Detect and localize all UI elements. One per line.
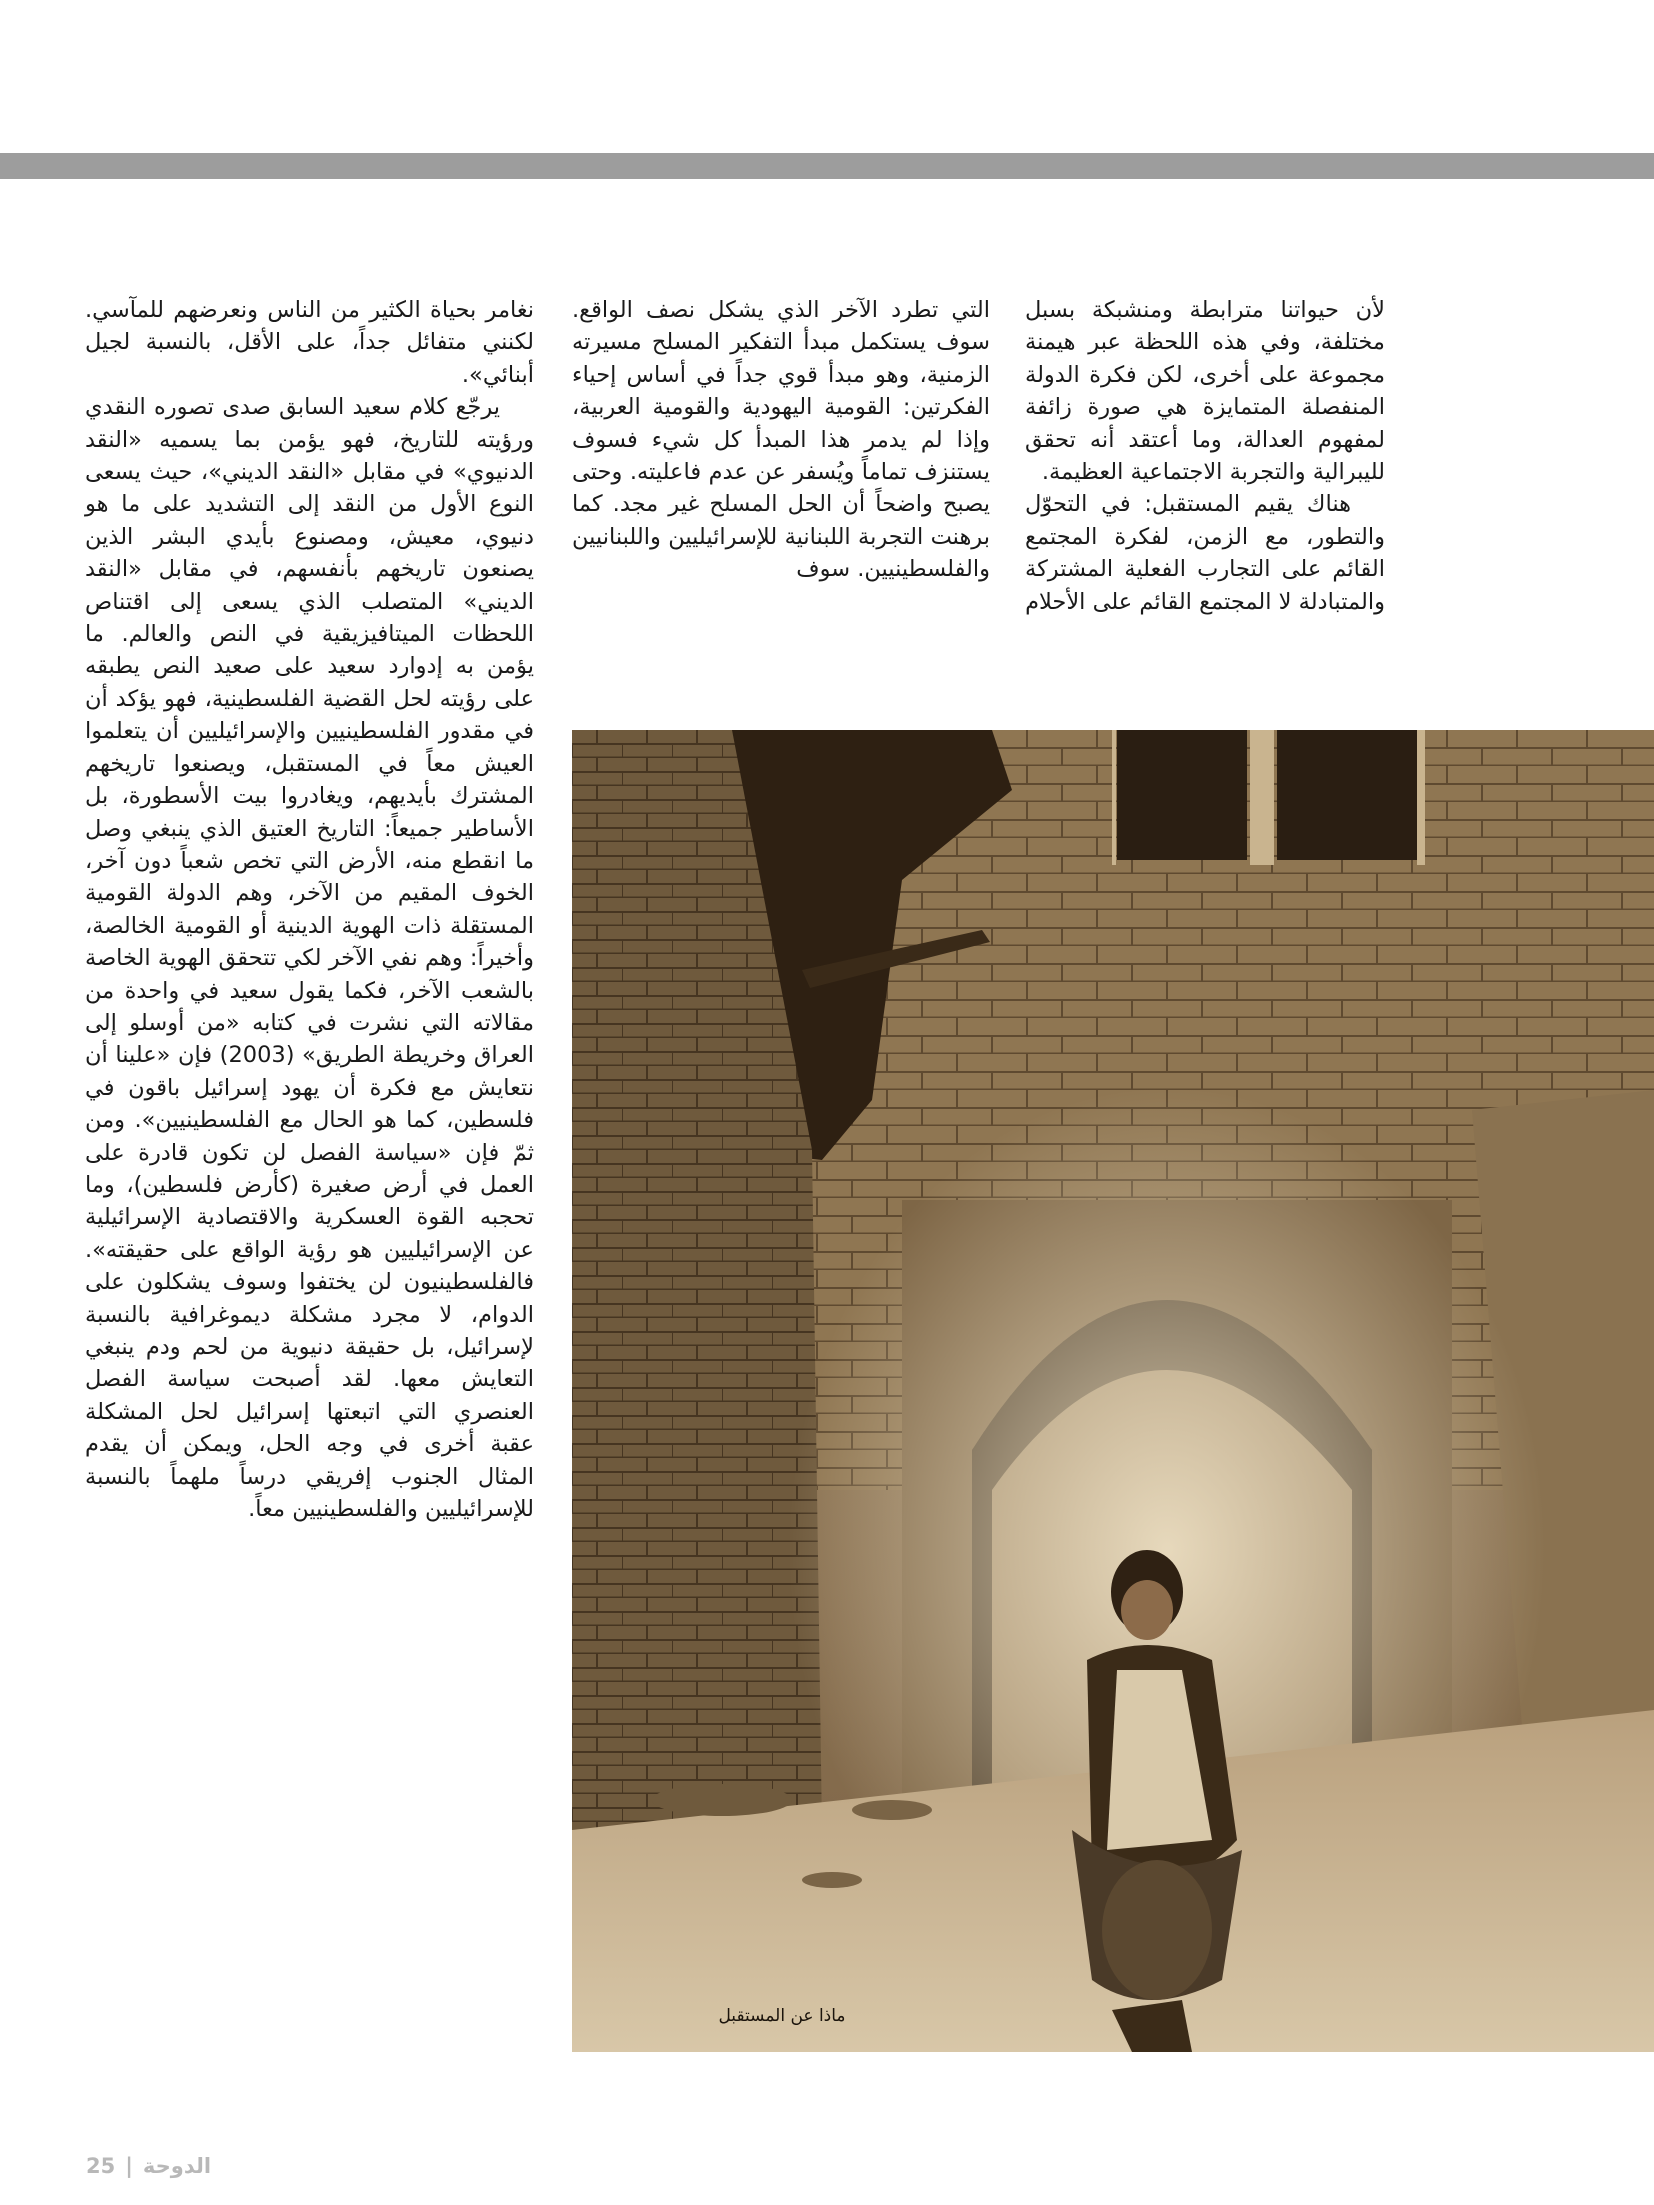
paragraph: يرجّع كلام سعيد السابق صدى تصوره النقدي ورؤيته للتاريخ، فهو يؤمن بما يسميه «النقد الدنيوي» في مقابل «النقد الديني»، حيث يسعى النوع الأول من النقد إلى التشديد على ما هو دنيوي، معيش، ومصنوع بأيدي البشر الذين يصنعون تاريخهم بأنفسهم، في مقابل «النقد الديني» المتصلب الذي يسعى إلى اقتناص اللحظات الميتافيزيقية في النص والعالم. ما يؤمن به إدوارد سعيد على صعيد النص يطبقه على رؤيته لحل القضية الفلسطينية، فهو يؤكد أن في مقدور الفلسطينيين والإسرائيليين أن يتعلموا العيش معاً في المستقبل، ويصنعوا تاريخهم المشترك بأيديهم، ويغادروا بيت الأسطورة، بل الأساطير جميعاً: التاريخ العتيق الذي ينبغي وصل ما انقطع منه، الأرض التي تخص شعباً دون آخر، الخوف المقيم من الآخر، وهم الدولة القومية المستقلة ذات الهوية الدينية أو القومية الخالصة، وأخيراً: وهم نفي الآخر لكي تتحقق الهوية الخاصة بالشعب الآخر، فكما يقول سعيد في واحدة من مقالاته التي نشرت في كتابه «من أوسلو إلى العراق وخريطة الطريق» (2003) فإن «علينا أن نتعايش مع فكرة أن يهود إسرائيل باقون في فلسطين، كما هو الحال مع الفلسطينيين». ومن ثمّ فإن «سياسة الفصل لن تكون قادرة على العمل في أرض صغيرة (كأرض فلسطين)، وما تحجبه القوة العسكرية والاقتصادية الإسرائيلية عن الإسرائيليين هو رؤية الواقع على حقيقته». فالفلسطينيون لن يختفوا وسوف يشكلون على الدوام، لا مجرد مشكلة ديموغرافية بالنسبة لإسرائيل، بل حقيقة دنيوية من لحم ودم ينبغي التعايش معها. لقد أصبحت سياسة الفصل العنصري التي اتبعتها إسرائيل لحل المشكلة عقبة أخرى في وجه الحل، ويمكن أن يقدم المثال الجنوب إفريقي درساً ملهماً بالنسبة للإسرائيليين والفلسطينيين معاً. (85, 394, 535, 1523)
magazine-name: الدوحة (142, 2154, 212, 2178)
article-column-middle (572, 294, 990, 586)
article-column-right (1025, 294, 1385, 618)
header-band (0, 153, 1654, 179)
footer-separator: | (125, 2154, 133, 2178)
paragraph: لأن حيواتنا مترابطة ومنشبكة بسبل مختلفة، وفي هذه اللحظة عبر هيمنة مجموعة على أخرى، لكن فكرة الدولة المنفصلة المتمايزة هي صورة زائفة لمفهوم العدالة، وما أعتقد أنه تحقق لليبرالية والتجربة الاجتماعية العظيمة. (1025, 297, 1385, 486)
sepia-street-photo (572, 730, 1654, 2052)
page-footer (86, 2150, 211, 2182)
paragraph: هناك يقيم المستقبل: في التحوّل والتطور، مع الزمن، لفكرة المجتمع القائم على التجارب الفعلية المشتركة والمتبادلة لا المجتمع القائم على الأحلام (1025, 491, 1385, 615)
photo-caption: ماذا عن المستقبل (718, 2006, 846, 2026)
photo-illustration (572, 730, 1654, 2052)
paragraph: نغامر بحياة الكثير من الناس ونعرضهم للمآسي. لكنني متفائل جداً، على الأقل، بالنسبة لجيل أبنائي». (85, 297, 534, 388)
article-column-left (85, 294, 534, 1525)
paragraph: التي تطرد الآخر الذي يشكل نصف الواقع. سوف يستكمل مبدأ التفكير المسلح مسيرته الزمنية، وهو مبدأ قوي جداً في أساس إحياء الفكرتين: القومية اليهودية والقومية العربية، وإذا لم يدمر هذا المبدأ كل شيء فسوف يستنزف تماماً ويُسفر عن عدم فاعليته. وحتى يصبح واضحاً أن الحل المسلح غير مجد. كما برهنت التجربة اللبنانية للإسرائيليين واللبنانيين والفلسطينيين. سوف (572, 297, 990, 583)
page-number: 25 (86, 2154, 116, 2178)
